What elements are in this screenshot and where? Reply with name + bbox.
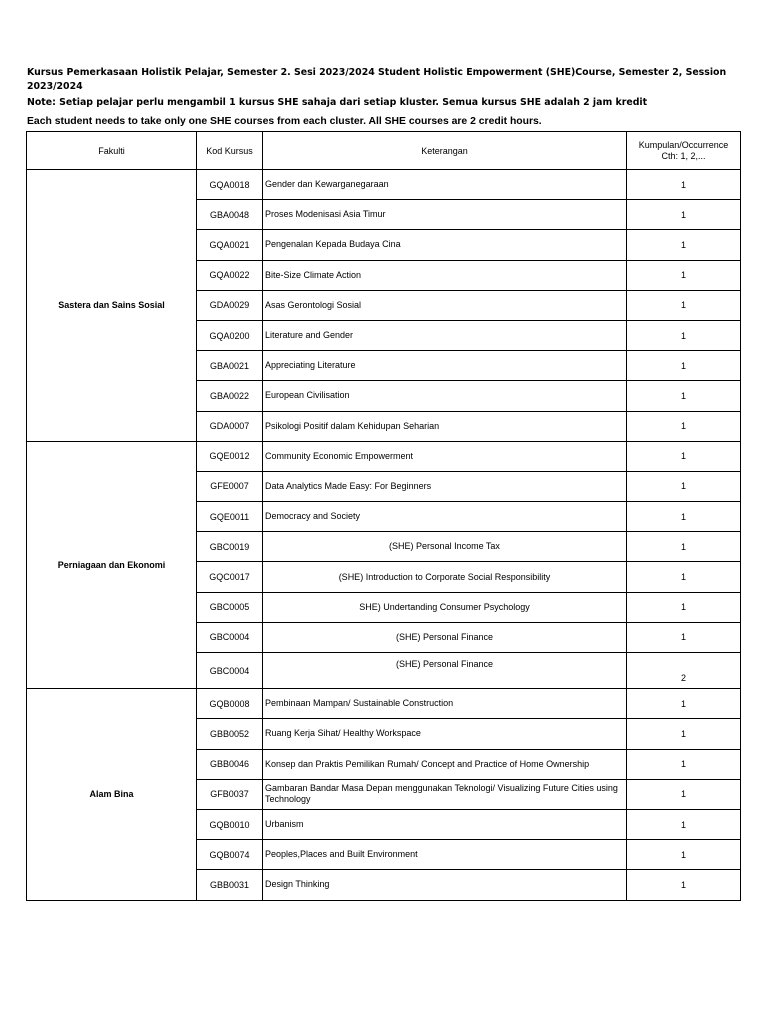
kod-cell: GFE0007 — [197, 471, 263, 501]
fakulti-cell: Alam Bina — [27, 689, 197, 900]
kod-cell: GQB0074 — [197, 840, 263, 870]
occurrence-cell: 1 — [627, 351, 741, 381]
occurrence-cell: 1 — [627, 471, 741, 501]
keterangan-cell: Democracy and Society — [263, 502, 627, 532]
header-kod-kursus: Kod Kursus — [197, 132, 263, 170]
occurrence-cell: 1 — [627, 592, 741, 622]
header-keterangan: Keterangan — [263, 132, 627, 170]
occurrence-cell: 1 — [627, 532, 741, 562]
occurrence-cell: 1 — [627, 381, 741, 411]
occurrence-cell: 1 — [627, 870, 741, 900]
kod-cell: GBB0052 — [197, 719, 263, 749]
occurrence-cell: 1 — [627, 840, 741, 870]
header-occurrence-title: Kumpulan/Occurrence — [638, 139, 729, 150]
kod-cell: GBC0004 — [197, 622, 263, 652]
kod-cell: GBB0046 — [197, 749, 263, 779]
occurrence-cell: 1 — [627, 749, 741, 779]
kod-cell: GBC0005 — [197, 592, 263, 622]
occurrence-cell: 1 — [627, 411, 741, 441]
keterangan-cell: Gambaran Bandar Masa Depan menggunakan Teknologi/ Visualizing Future Cities using Technology — [263, 779, 627, 809]
fakulti-cell: Perniagaan dan Ekonomi — [27, 441, 197, 689]
keterangan-cell: Literature and Gender — [263, 320, 627, 350]
keterangan-cell: Pembinaan Mampan/ Sustainable Construction — [263, 689, 627, 719]
keterangan-cell: Pengenalan Kepada Budaya Cina — [263, 230, 627, 260]
kod-cell: GBA0021 — [197, 351, 263, 381]
occurrence-cell: 1 — [627, 689, 741, 719]
header-occurrence-example: Cth: 1, 2,... — [661, 150, 706, 161]
keterangan-cell: (SHE) Personal Finance — [263, 622, 627, 652]
occurrence-cell: 1 — [627, 719, 741, 749]
keterangan-cell: Psikologi Positif dalam Kehidupan Seharian — [263, 411, 627, 441]
occurrence-cell: 1 — [627, 230, 741, 260]
keterangan-cell: Urbanism — [263, 809, 627, 839]
course-table — [26, 131, 741, 901]
occurrence-cell: 1 — [627, 809, 741, 839]
kod-cell: GBC0004 — [197, 653, 263, 689]
document-note-english: Each student needs to take only one SHE courses from each cluster. All SHE courses are 2 credit hours. — [27, 116, 542, 127]
keterangan-cell: Gender dan Kewarganegaraan — [263, 170, 627, 200]
keterangan-cell: Community Economic Empowerment — [263, 441, 627, 471]
keterangan-cell: Bite-Size Climate Action — [263, 260, 627, 290]
keterangan-cell: Data Analytics Made Easy: For Beginners — [263, 471, 627, 501]
keterangan-cell: SHE) Undertanding Consumer Psychology — [263, 592, 627, 622]
kod-cell: GDA0007 — [197, 411, 263, 441]
kod-cell: GQE0011 — [197, 502, 263, 532]
keterangan-cell: Asas Gerontologi Sosial — [263, 290, 627, 320]
keterangan-cell: (SHE) Personal Income Tax — [263, 532, 627, 562]
kod-cell: GBC0019 — [197, 532, 263, 562]
kod-cell: GBB0031 — [197, 870, 263, 900]
occurrence-cell: 1 — [627, 320, 741, 350]
occurrence-cell: 1 — [627, 441, 741, 471]
document-note: Note: Setiap pelajar perlu mengambil 1 kursus SHE sahaja dari setiap kluster. Semua kursus SHE adalah 2 jam kredit — [27, 97, 648, 108]
keterangan-cell: Appreciating Literature — [263, 351, 627, 381]
table-header-row — [27, 132, 741, 170]
occurrence-cell: 2 — [627, 653, 741, 689]
kod-cell: GFB0037 — [197, 779, 263, 809]
occurrence-cell: 1 — [627, 170, 741, 200]
keterangan-cell: (SHE) Introduction to Corporate Social Responsibility — [263, 562, 627, 592]
occurrence-cell: 1 — [627, 290, 741, 320]
kod-cell: GQA0022 — [197, 260, 263, 290]
keterangan-cell: Konsep dan Praktis Pemilikan Rumah/ Concept and Practice of Home Ownership — [263, 749, 627, 779]
fakulti-cell: Sastera dan Sains Sosial — [27, 170, 197, 442]
occurrence-cell: 1 — [627, 622, 741, 652]
occurrence-cell: 1 — [627, 200, 741, 230]
keterangan-cell: Proses Modenisasi Asia Timur — [263, 200, 627, 230]
table-row — [27, 689, 741, 719]
kod-cell: GQA0021 — [197, 230, 263, 260]
occurrence-cell: 1 — [627, 562, 741, 592]
header-occurrence — [627, 132, 741, 170]
table-row — [27, 170, 741, 200]
occurrence-cell: 1 — [627, 260, 741, 290]
keterangan-cell: Ruang Kerja Sihat/ Healthy Workspace — [263, 719, 627, 749]
keterangan-cell: European Civilisation — [263, 381, 627, 411]
kod-cell: GQB0008 — [197, 689, 263, 719]
kod-cell: GQB0010 — [197, 809, 263, 839]
kod-cell: GQC0017 — [197, 562, 263, 592]
kod-cell: GBA0048 — [197, 200, 263, 230]
document-title: Kursus Pemerkasaan Holistik Pelajar, Semester 2. Sesi 2023/2024 Student Holistic Empowerment (SHE)Course, Semester 2, Session 2023/2024 — [27, 67, 727, 92]
keterangan-cell: Peoples,Places and Built Environment — [263, 840, 627, 870]
header-fakulti: Fakulti — [27, 132, 197, 170]
kod-cell: GQA0018 — [197, 170, 263, 200]
keterangan-cell: Design Thinking — [263, 870, 627, 900]
kod-cell: GDA0029 — [197, 290, 263, 320]
keterangan-cell: (SHE) Personal Finance — [263, 653, 627, 689]
occurrence-cell: 1 — [627, 502, 741, 532]
table-row — [27, 441, 741, 471]
kod-cell: GBA0022 — [197, 381, 263, 411]
occurrence-cell: 1 — [627, 779, 741, 809]
kod-cell: GQE0012 — [197, 441, 263, 471]
kod-cell: GQA0200 — [197, 320, 263, 350]
